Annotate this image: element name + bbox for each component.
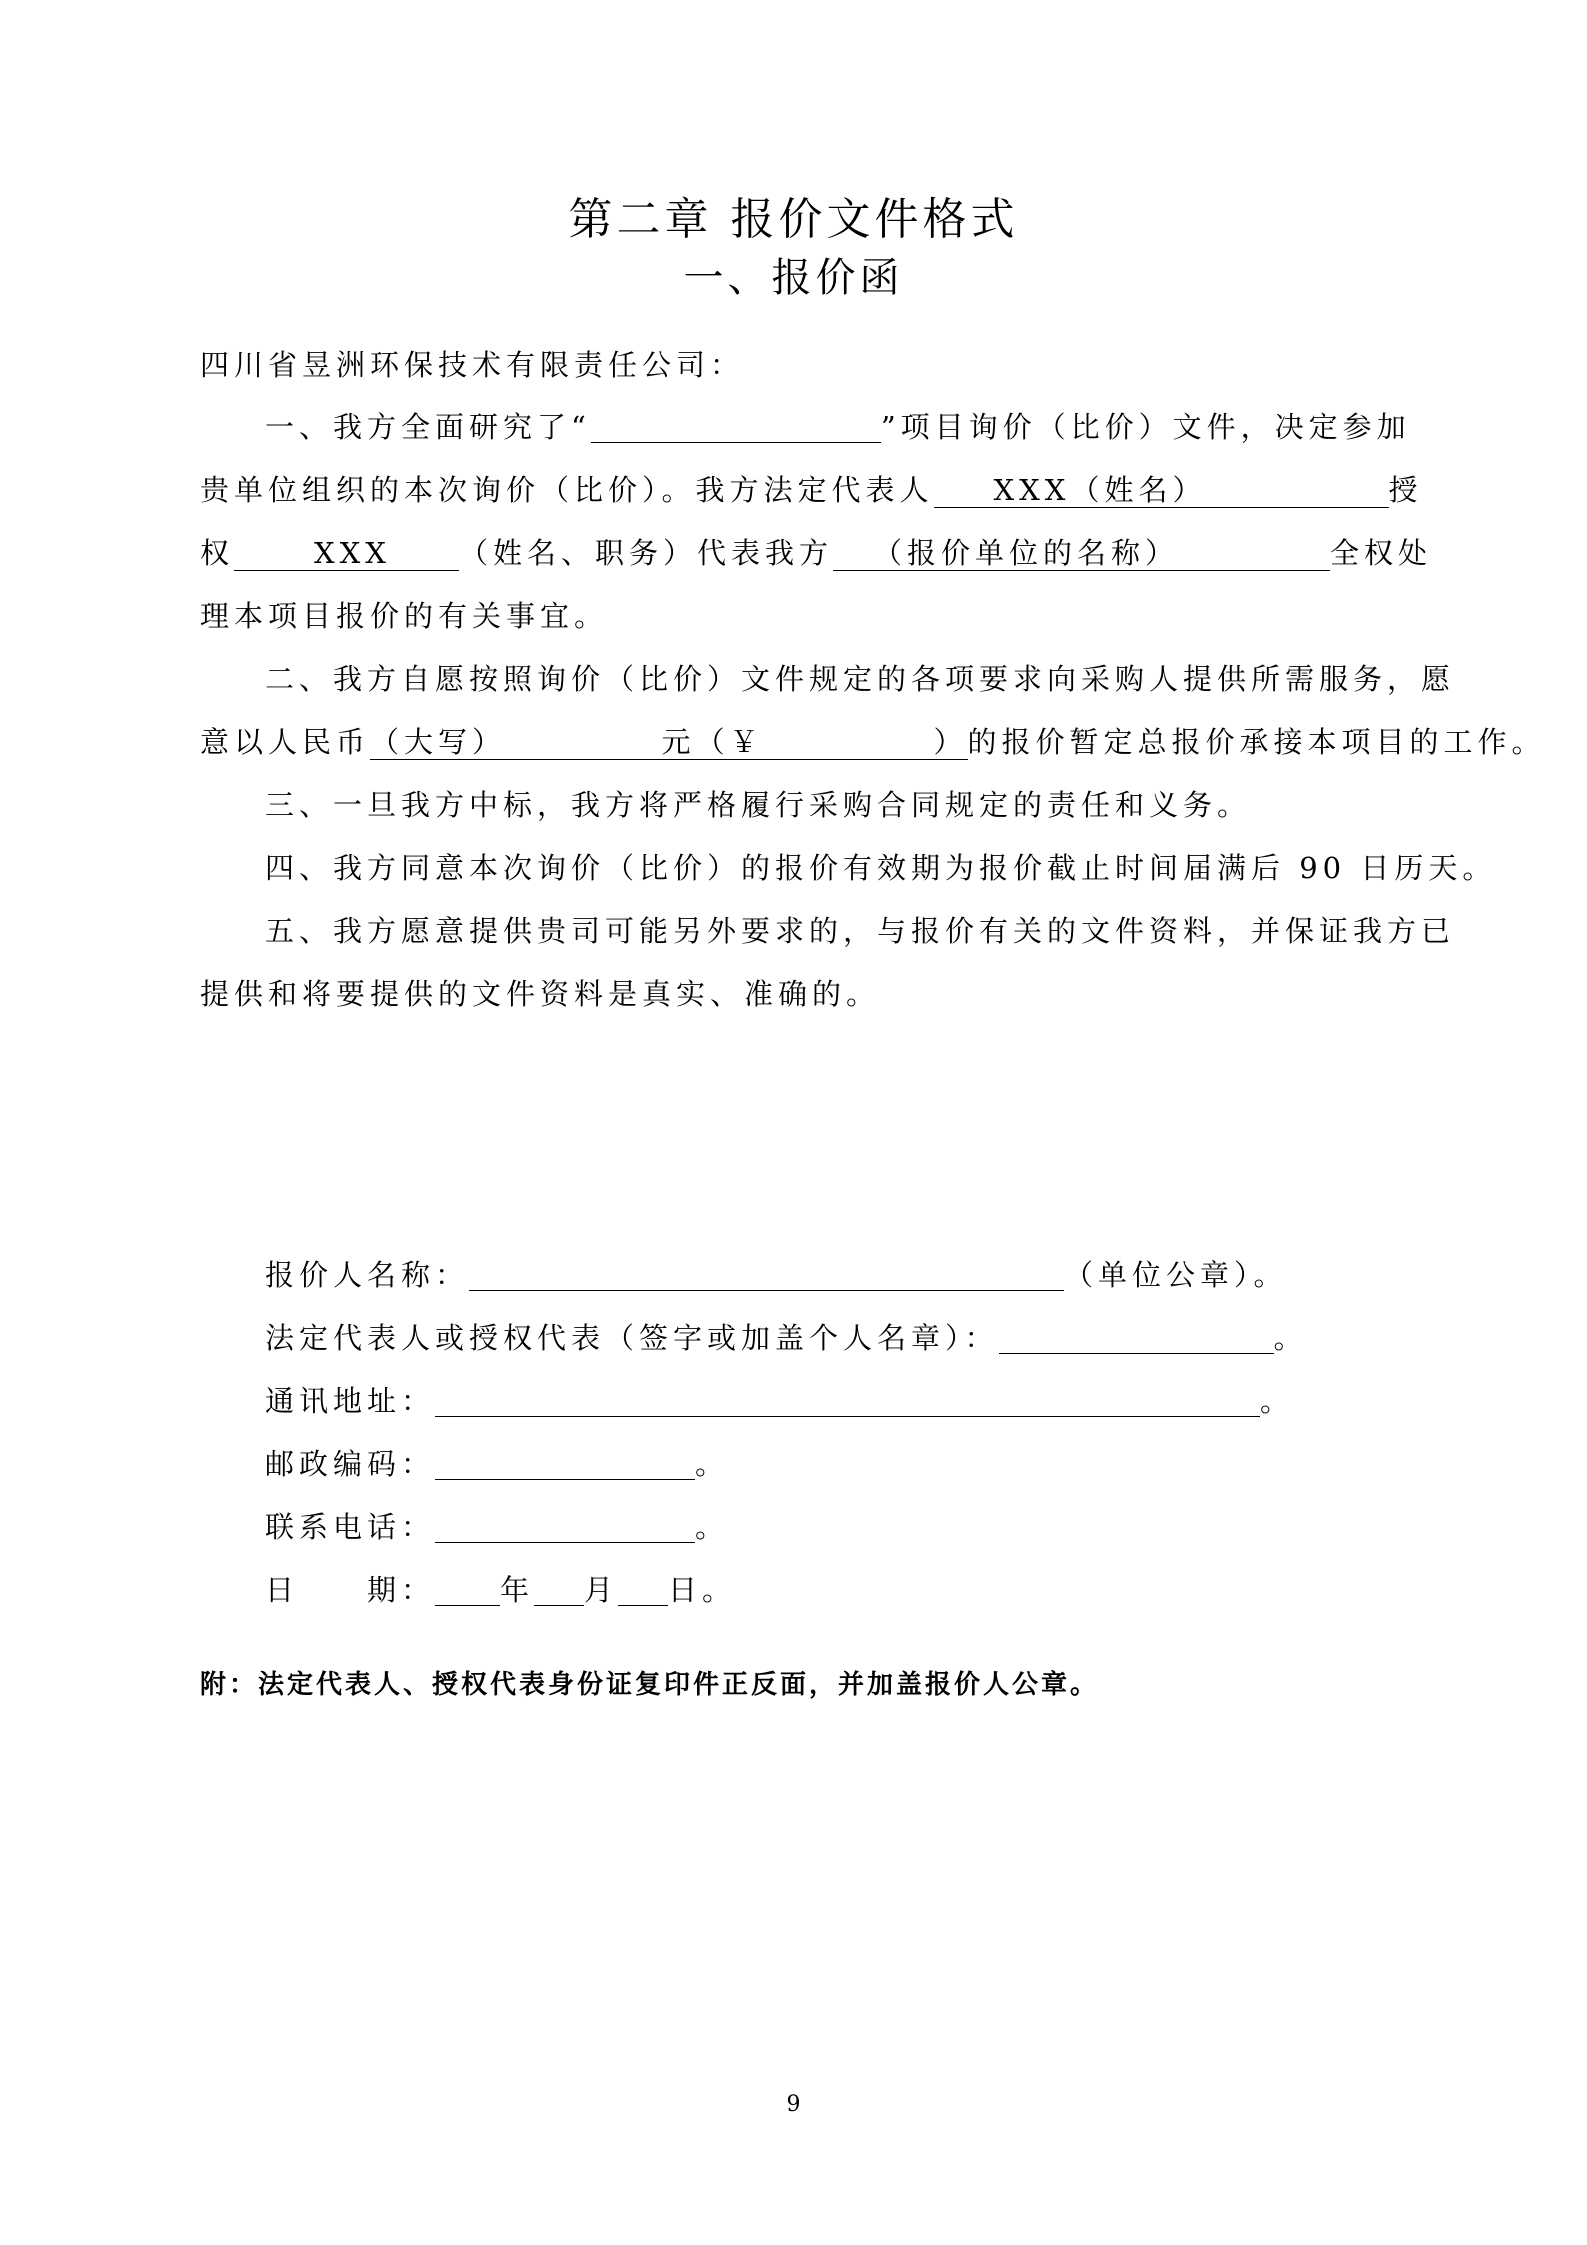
address-blank[interactable] xyxy=(435,1386,1260,1417)
p5-line1: 五、我方愿意提供贵司可能另外要求的，与报价有关的文件资料，并保证我方已 xyxy=(265,914,1456,948)
p2-line1: 二、我方自愿按照询价（比价）文件规定的各项要求向采购人提供所需服务，愿 xyxy=(265,662,1456,696)
p1-text-b: ”项目询价（比价）文件，决定参加 xyxy=(880,410,1411,444)
page-number: 9 xyxy=(786,2092,801,2117)
p2-line2 xyxy=(200,722,1546,762)
bidder-name-label: 报价人名称： xyxy=(265,1258,470,1292)
p1-text-e: 权 xyxy=(200,536,235,570)
address-suffix: 。 xyxy=(1260,1384,1295,1418)
year-label: 年 xyxy=(500,1573,535,1607)
representative-blank[interactable] xyxy=(999,1323,1274,1354)
p1-line3 xyxy=(200,533,1432,573)
p3: 三、一旦我方中标，我方将严格履行采购合同规定的责任和义务。 xyxy=(265,788,1252,822)
bidder-name-suffix: （单位公章）。 xyxy=(1064,1258,1288,1292)
year-blank[interactable] xyxy=(435,1575,500,1606)
bidder-name-blank[interactable] xyxy=(469,1260,1064,1291)
project-name-blank[interactable] xyxy=(591,412,881,443)
day-label: 日。 xyxy=(668,1573,737,1607)
month-label: 月 xyxy=(584,1573,619,1607)
month-blank[interactable] xyxy=(534,1575,584,1606)
p1-text-g: 全权处 xyxy=(1330,536,1433,570)
representative-row xyxy=(265,1318,1308,1358)
attachment-note: 附：法定代表人、授权代表身份证复印件正反面，并加盖报价人公章。 xyxy=(200,1670,1100,1700)
agent-field[interactable]: XXX xyxy=(234,536,459,571)
postcode-label: 邮政编码： xyxy=(265,1447,436,1481)
p2-text-c: 的报价暂定总报价承接本项目的工作。 xyxy=(967,725,1546,759)
address-row xyxy=(265,1381,1294,1421)
p1-text-c: 贵单位组织的本次询价（比价）。我方法定代表人 xyxy=(200,473,934,507)
address-label: 通讯地址： xyxy=(265,1384,436,1418)
bidder-name-row xyxy=(265,1255,1288,1295)
p1-text-d: 授 xyxy=(1388,473,1423,507)
p1-line4: 理本项目报价的有关事宜。 xyxy=(200,599,609,633)
legal-rep-field[interactable]: XXX（姓名） xyxy=(934,473,1389,508)
company-name-field[interactable]: （报价单位的名称） xyxy=(833,536,1330,571)
chapter-title: 第二章 报价文件格式 xyxy=(568,194,1019,245)
representative-label: 法定代表人或授权代表（签字或加盖个人名章）： xyxy=(265,1321,999,1355)
p5-line2: 提供和将要提供的文件资料是真实、准确的。 xyxy=(200,977,881,1011)
addressee: 四川省昱洲环保技术有限责任公司： xyxy=(200,348,745,382)
phone-blank[interactable] xyxy=(435,1512,695,1543)
phone-label: 联系电话： xyxy=(265,1510,436,1544)
quote-amount-field[interactable]: （大写） 元（￥ ） xyxy=(370,725,968,759)
p4: 四、我方同意本次询价（比价）的报价有效期为报价截止时间届满后 90 日历天。 xyxy=(265,851,1497,885)
day-blank[interactable] xyxy=(618,1575,668,1606)
postcode-suffix: 。 xyxy=(695,1447,730,1481)
postcode-blank[interactable] xyxy=(435,1449,695,1480)
postcode-row xyxy=(265,1444,729,1484)
date-row xyxy=(265,1570,736,1610)
date-label: 日 期： xyxy=(265,1573,436,1607)
phone-suffix: 。 xyxy=(695,1510,730,1544)
phone-row xyxy=(265,1507,729,1547)
p2-text-b: 意以人民币 xyxy=(200,725,371,759)
p1-line1 xyxy=(265,407,1411,447)
representative-suffix: 。 xyxy=(1273,1321,1308,1355)
p1-text-a: 一、我方全面研究了“ xyxy=(265,410,591,444)
section-title: 一、报价函 xyxy=(683,255,904,301)
p1-line2 xyxy=(200,470,1423,510)
p1-text-f: （姓名、职务）代表我方 xyxy=(459,536,834,570)
